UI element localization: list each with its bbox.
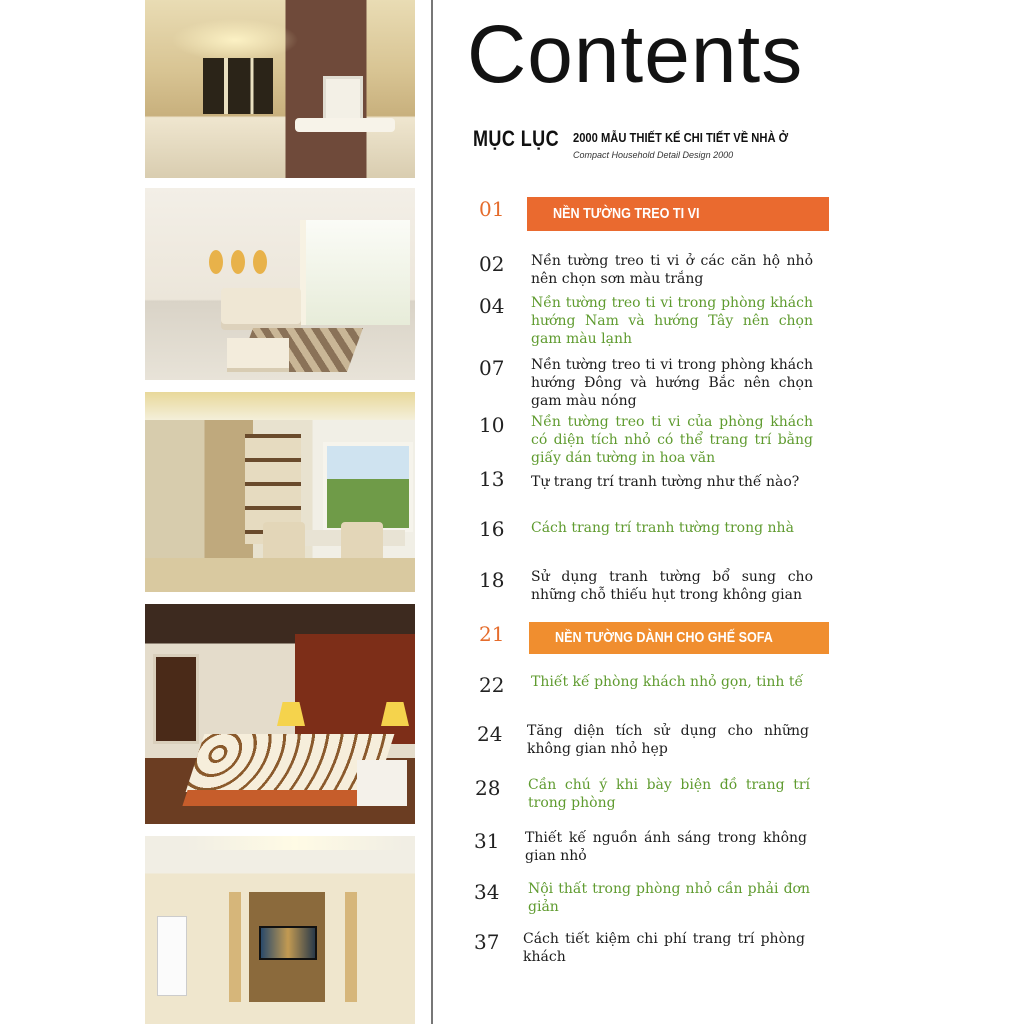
page-number: 31	[474, 829, 500, 853]
entry-title: Tự trang trí tranh tường như thế nào?	[531, 474, 800, 490]
entry-title: Tăng diện tích sử dụng cho những không gian nhỏ hẹp	[527, 723, 809, 757]
page-number: 18	[479, 568, 505, 592]
sofa	[221, 288, 301, 324]
entry-title: Nền tường treo ti vi trong phòng khách hướng Nam và hướng Tây nên chọn gam màu lạnh	[531, 295, 813, 347]
air-conditioner	[157, 916, 187, 996]
section-number: 21	[479, 622, 505, 646]
page-title: Contents	[467, 9, 804, 100]
tv-screen	[259, 926, 317, 960]
page-number: 07	[479, 356, 505, 380]
page-number: 02	[479, 252, 505, 276]
glass-door	[203, 58, 273, 114]
wall-column	[345, 892, 357, 1002]
entry-title: Nội thất trong phòng nhỏ cần phải đơn giản	[528, 881, 810, 915]
living-room-photo-2	[145, 188, 415, 380]
wall-column	[229, 892, 241, 1002]
entry-title: Sử dụng tranh tường bổ sung cho những chỗ thiếu hụt trong không gian	[531, 569, 813, 603]
section-banner	[529, 622, 829, 654]
living-room-photo-3	[145, 836, 415, 1024]
entry-title: Thiết kế nguồn ánh sáng trong không gian nhỏ	[525, 830, 807, 864]
flower-art	[209, 250, 223, 274]
section-banner	[527, 197, 829, 231]
headboard-wall	[295, 634, 415, 744]
window	[300, 220, 410, 325]
entry-title: Nền tường treo ti vi trong phòng khách hướng Đông và hướng Bắc nên chọn gam màu nóng	[531, 357, 813, 409]
entry-title: Nền tường treo ti vi ở các căn hộ nhỏ nên chọn sơn màu trắng	[531, 253, 813, 287]
book-subtitle-english: Compact Household Detail Design 2000	[573, 150, 734, 160]
page-number: 34	[474, 880, 500, 904]
bedroom-door	[153, 654, 199, 744]
tv-screen	[323, 76, 363, 122]
living-room-photo-1	[145, 0, 415, 178]
page-number: 13	[479, 467, 505, 491]
page-number: 16	[479, 517, 505, 541]
page-number: 37	[474, 930, 500, 954]
page-number: 22	[479, 673, 505, 697]
entry-title: Cách trang trí tranh tường trong nhà	[531, 520, 794, 536]
tv-console	[295, 118, 395, 132]
section-label: NỀN TƯỜNG DÀNH CHO GHẾ SOFA	[555, 629, 773, 646]
page-number: 24	[477, 722, 503, 746]
page-number: 28	[475, 776, 501, 800]
ceiling-light	[145, 392, 415, 420]
page-number: 10	[479, 413, 505, 437]
contents-page	[433, 0, 1024, 1024]
section-label: NỀN TƯỜNG TREO TI VI	[553, 205, 700, 222]
ottoman	[227, 338, 289, 368]
section-number: 01	[479, 197, 505, 221]
ceiling-light-strip	[185, 836, 405, 850]
flower-art	[253, 250, 267, 274]
bedroom-photo	[145, 604, 415, 824]
garden-window	[323, 442, 413, 532]
entry-title: Thiết kế phòng khách nhỏ gọn, tinh tế	[531, 674, 804, 690]
flower-art	[231, 250, 245, 274]
entry-title: Cách tiết kiệm chi phí trang trí phòng khách	[523, 931, 805, 965]
vietnamese-title: MỤC LỤC	[473, 126, 560, 151]
photo-column	[0, 0, 432, 1024]
nightstand	[357, 760, 407, 806]
book-subtitle: 2000 MẪU THIẾT KẾ CHI TIẾT VỀ NHÀ Ở	[573, 130, 789, 145]
page-number: 04	[479, 294, 505, 318]
floor	[145, 558, 415, 592]
entry-title: Nền tường treo ti vi của phòng khách có diện tích nhỏ có thể trang trí bằng giấy dán tường in hoa văn	[531, 414, 813, 466]
entry-title: Cần chú ý khi bày biện đồ trang trí trong phòng	[528, 777, 810, 811]
dining-room-photo	[145, 392, 415, 592]
